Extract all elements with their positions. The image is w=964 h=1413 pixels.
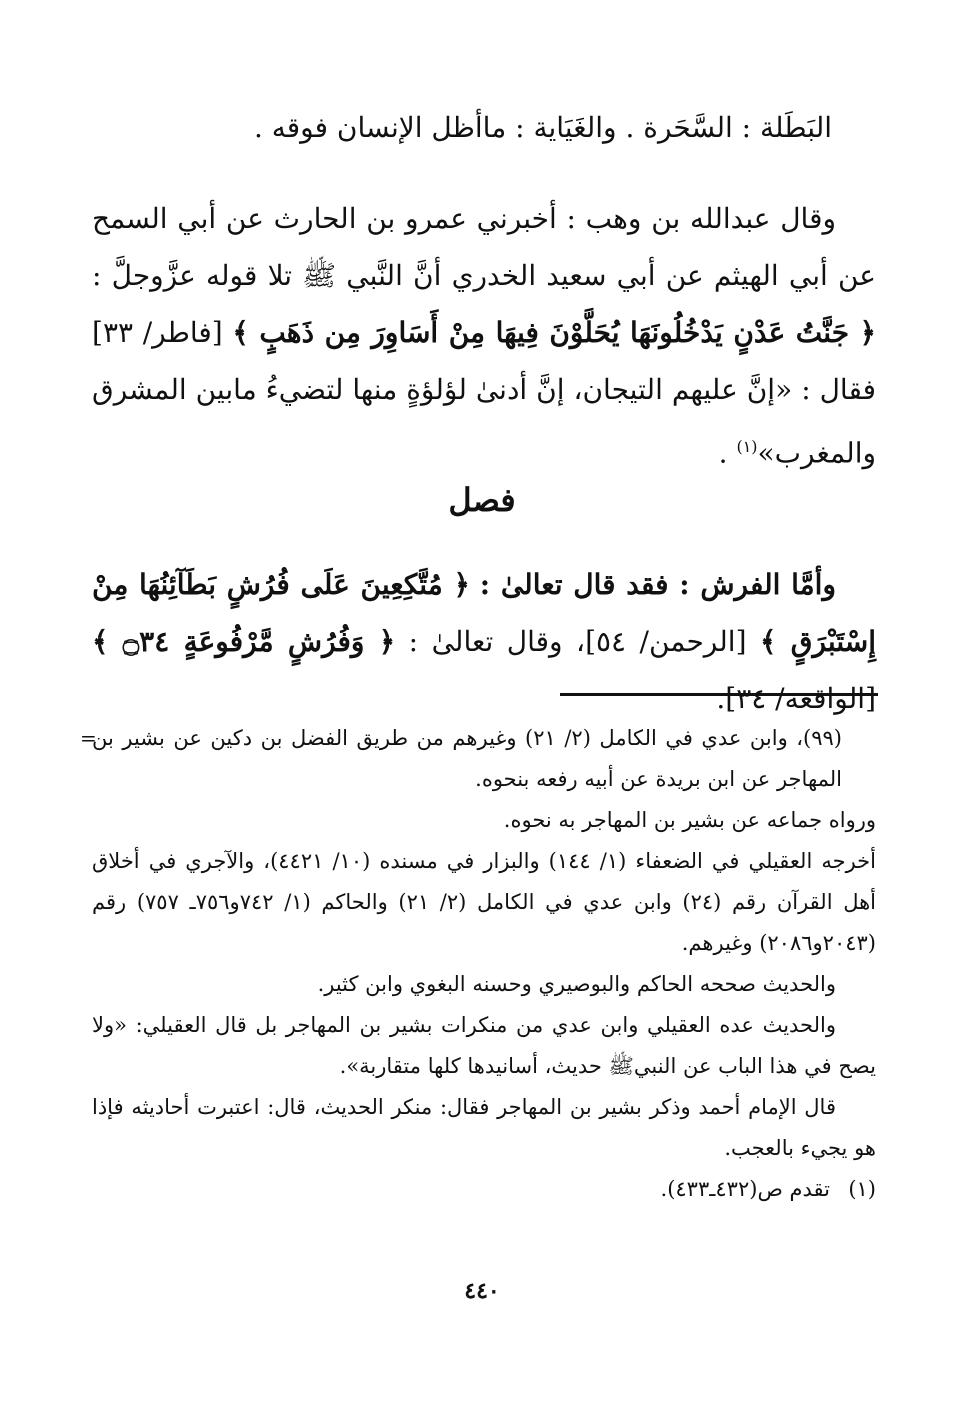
footnote-1-text: تقدم ص(٤٣٢ـ٤٣٣). [660,1177,830,1201]
footnotes [80,718,877,1210]
footnote-continuation: (٩٩)، وابن عدي في الكامل (٢/ ٢١) وغيرهم من طريق الفضل بن دكين عن بشير بن المهاجر عن ابن بريدة عن أبيه رفعه بنحوه. [92,726,842,791]
sentence-end: . [718,436,737,470]
quran-verse-1: ﴿ مُتَّكِعِينَ عَلَى فُرُشٍ بَطَآئِنُهَا مِنْ إِسْتَبْرَقٍ ﴾ [92,568,877,658]
footnote-grading: والحديث صححه الحاكم والبوصيري وحسنه البغوي وابن كثير. [317,972,836,996]
footnote-1-number: (١) [848,1177,876,1201]
verse-citation-1: [الرحمن/ ٥٤]، وقال تعالىٰ : [408,625,747,658]
footnote-takhrij: أخرجه العقيلي في الضعفاء (١/ ١٤٤) والبزار في مسنده (١٠/ ٤٤٢١)، والآجري في أخلاق أهل القرآن رقم (٢٤) وابن عدي في الكامل (٢/ ٢١) والحاكم (١/ ٧٤٢و٧٥٦ـ ٧٥٧) رقم (٢٠٤٣و٢٠٨٦) وغيرهم. [92,849,877,955]
verse-citation: [فاطر/ ٣٣] فقال : [92,316,876,406]
hadith-paragraph-text [92,190,876,481]
quran-verse: ﴿ جَنَّتُ عَدْنٍ يَدْخُلُونَهَا يُحَلَّوْنَ فِيهَا مِنْ أَسَاوِرَ مِن ذَهَبٍ ﴾ [232,316,876,349]
glossary-line: البَطَلة : السَّحَرة . والغَيَاية : ماأظل الإنسان فوقه . [253,111,832,144]
verse-citation-2: [الواقعة/ ٣٤]. [716,682,876,715]
footnote-reference[interactable]: (١) [736,437,758,456]
page-number: ٤٤٠ [464,1278,500,1304]
furnishings-paragraph-text [92,556,876,727]
footnote-criticism: والحديث عده العقيلي وابن عدي من منكرات بشير بن المهاجر بل قال العقيلي: «ولا يصح في هذا الباب عن النبيﷺ حديث، أسانيدها كلها متقاربة». [92,1013,876,1078]
continuation-mark: = [80,726,97,750]
section-heading: فصل [448,481,516,519]
footnote-1 [92,1169,876,1210]
hadith-paragraph [92,190,876,481]
footnote-line: ورواه جماعه عن بشير بن المهاجر به نحوه. [503,808,876,832]
quran-verse-2: ﴿ وَفُرُشٍ مَّرْفُوعَةٍ ۝٣٤ ﴾ [92,625,396,658]
section-intro: وأمَّا الفرش : فقد قال تعالىٰ : [479,568,836,601]
footnote-ahmad: قال الإمام أحمد وذكر بشير بن المهاجر فقال: منكر الحديث، قال: اعتبرت أحاديثه فإذا هو يجيء بالعجب. [92,1095,876,1160]
hadith-text: «إنَّ عليهم التيجان، إنَّ أدنىٰ لؤلؤةٍ منها لتضيءُ مابين المشرق والمغرب» [92,373,876,470]
isnad-text: وقال عبدالله بن وهب : أخبرني عمرو بن الحارث عن أبي السمح عن أبي الهيثم عن أبي سعيد الخدري أنَّ النَّبي ﷺ تلا قوله عزَّوجلَّ : [92,202,876,292]
furnishings-paragraph [92,556,876,727]
footnote-divider [560,693,878,696]
